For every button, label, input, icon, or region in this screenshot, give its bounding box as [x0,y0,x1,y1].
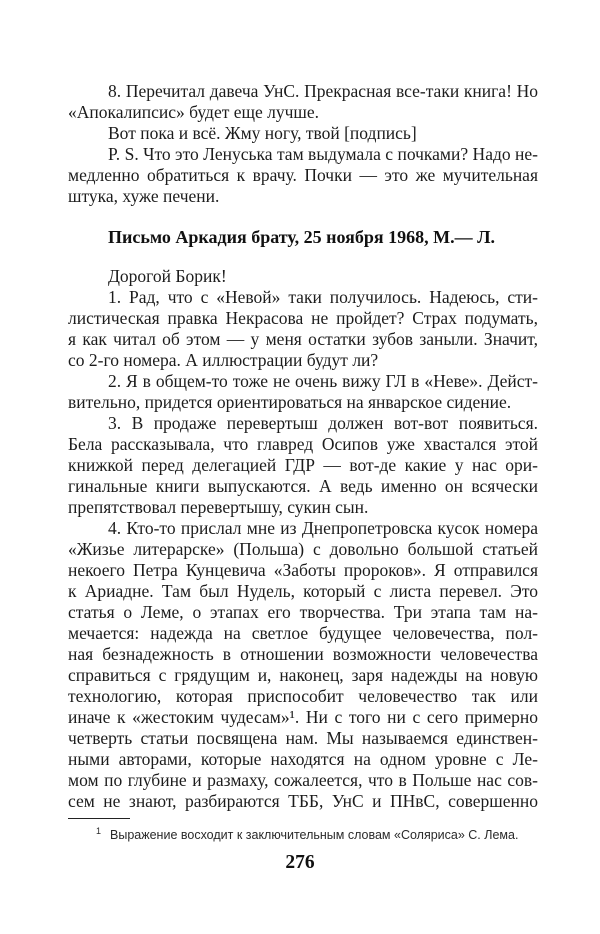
text-line: четверть статьи посвящена нам. Мы называемся единствен- [68,728,538,748]
footnote-rule [68,818,130,819]
text-line: 1. Рад, что с «Невой» таки получилось. Надеюсь, сти- [108,287,538,307]
text-line: штука, хуже печени. [68,186,220,206]
text-line: мом по глубине и размаху, сожалеется, что в Польше нас сов- [68,770,538,790]
text-line: «Жизье литерарске» (Польша) с довольно большой статьей [68,539,538,559]
letter-heading: Письмо Аркадия брату, 25 ноября 1968, М.— Л. [108,227,495,247]
text-line: мечается: надежда на светлое будущее человечества, пол- [68,623,538,643]
text-line: Вот пока и всё. Жму ногу, твой [подпись] [108,123,417,143]
footnote-marker: 1 [96,826,102,836]
text-block [68,81,538,812]
text-line: технологию, которая приспособит человечество так или [68,686,538,706]
text-line: со 2-го номера. А иллюстрации будут ли? [68,350,379,370]
text-line: 3. В продаже перевертыш должен вот-вот появиться. [108,413,538,433]
page-number: 276 [285,852,315,873]
text-line: сем не знают, разбираются ТББ, УнС и ПНвС, совершенно [68,791,538,811]
text-line: иначе к «жестоким чудесам»¹. Ни с того ни с сего примерно [68,707,538,727]
footnote-area [68,818,538,843]
text-line: я как читал об этом — у меня остатки зубов заныли. Значит, [68,329,538,349]
text-line: к Ариадне. Там был Нудель, который с листа перевел. Это [68,581,538,601]
text-line: Дорогой Борик! [108,266,227,286]
text-line: 4. Кто-то прислал мне из Днепропетровска кусок номера [108,518,538,538]
text-line: 8. Перечитал давеча УнС. Прекрасная все-таки книга! Но [108,81,538,101]
paragraphs-top [68,81,538,207]
text-line: статья о Леме, о этапах его творчества. Три этапа там на- [68,602,538,622]
text-line: медленно обратиться к врачу. Почки — это же мучительная [68,165,538,185]
text-line: справиться с грядущим и, наконец, заря надежды на новую [68,665,538,685]
footnote-text: Выражение восходит к заключительным словам «Соляриса» С. Лема. [110,828,519,843]
text-line: P. S. Что это Ленуська там выдумала с почками? Надо не- [108,144,538,164]
text-line: листическая правка Некрасова не пройдет? Страх подумать, [68,308,538,328]
text-line: гинальные книги выпускаются. А ведь именно он всячески [68,476,538,496]
text-line: некоего Петра Кунцевича «Заботы пророков». Я отправился [68,560,538,580]
text-line: ными авторами, которые находятся на одном уровне с Ле- [68,749,538,769]
text-line: вительно, придется ориентироваться на январское сидение. [68,392,512,412]
paragraphs-bottom [68,266,538,812]
text-line: Бела рассказывала, что главред Осипов уже хвастался этой [68,434,538,454]
text-line: 2. Я в общем-то тоже не очень вижу ГЛ в «Неве». Дейст- [108,371,538,391]
footnote [68,823,538,843]
text-line: ная безнадежность в отношении возможности человечества [68,644,538,664]
text-line: книжкой перед делегацией ГДР — вот-де какие у нас ори- [68,455,538,475]
text-line: «Апокалипсис» будет еще лучше. [68,102,320,122]
text-line: препятствовал перевертышу, сукин сын. [68,497,369,517]
